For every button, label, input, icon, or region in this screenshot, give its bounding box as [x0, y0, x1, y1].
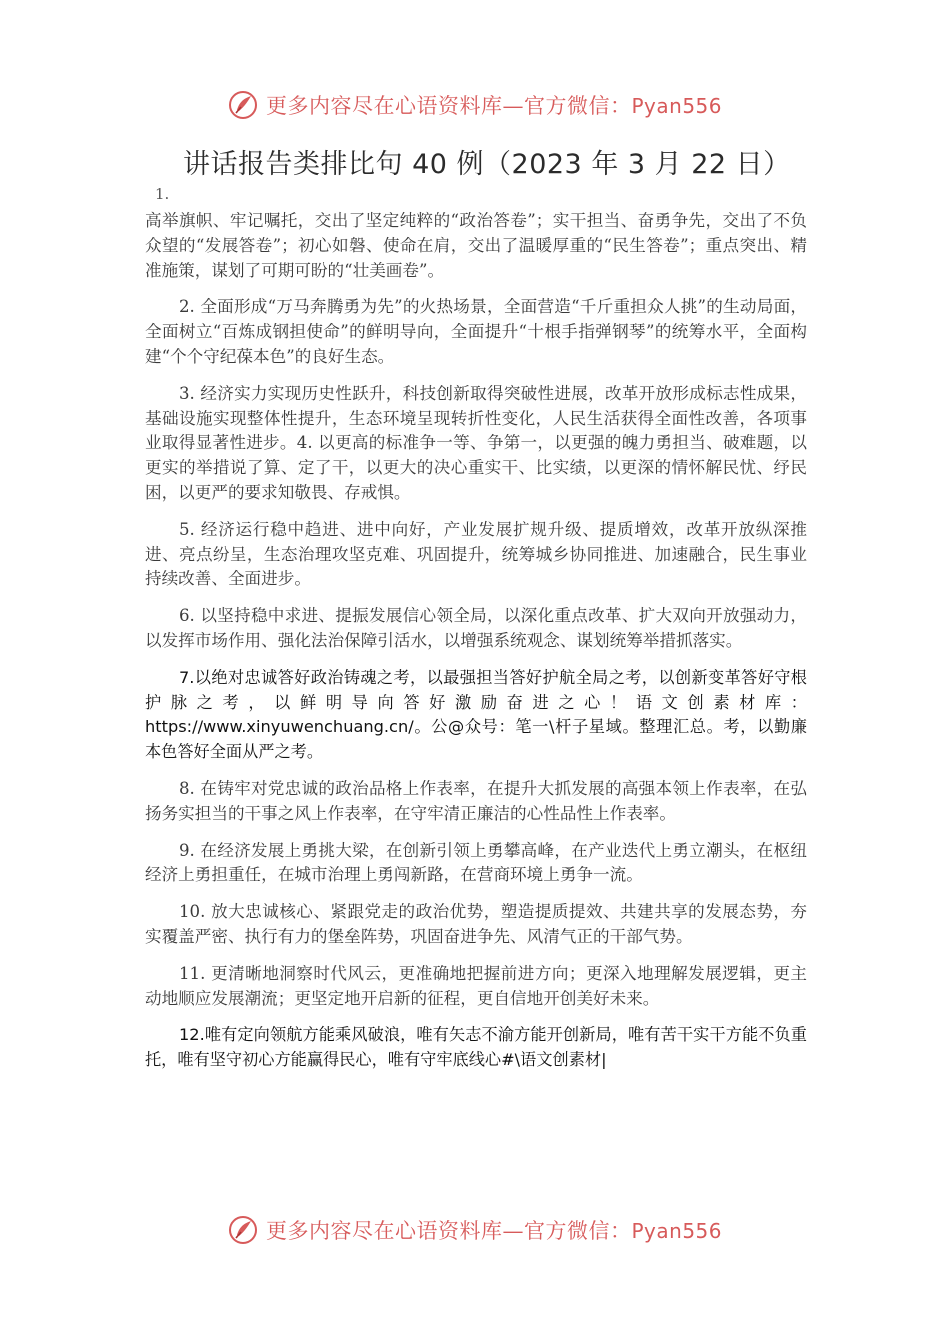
first-item-number: 1.	[155, 185, 170, 203]
page-title: 讲话报告类排比句 40 例（2023 年 3 月 22 日）	[183, 149, 791, 180]
header-banner	[0, 85, 950, 125]
footer-banner	[0, 1210, 950, 1250]
paragraph-10: 10. 放大忠诚核心、紧跟党走的政治优势，塑造提质提效、共建共享的发展态势，夯实覆盖严密、执行有力的堡垒阵势，巩固奋进争先、风清气正的干部气势。	[145, 902, 807, 946]
paragraph-3-4: 3. 经济实力实现历史性跃升，科技创新取得突破性进展，改革开放形成标志性成果，基础设施实现整体性提升，生态环境呈现转折性变化，人民生活获得全面性改善，各项事业取得显著性进步。4. 以更高的标准争一等、争第一，以更强的魄力勇担当、破难题，以更实的举措说了算、定了干，以更大的决心重实干、比实绩，以更深的情怀解民忧、纾民困，以更严的要求知敬畏、存戒惧。	[145, 383, 807, 502]
paragraph-9: 9. 在经济发展上勇挑大梁，在创新引领上勇攀高峰，在产业迭代上勇立潮头，在枢纽经济上勇担重任，在城市治理上勇闯新路，在营商环境上勇争一流。	[145, 840, 807, 885]
paragraph-8: 8. 在铸牢对党忠诚的政治品格上作表率，在提升大抓发展的高强本领上作表率，在弘扬务实担当的干事之风上作表率，在守牢清正廉洁的心性品性上作表率。	[145, 778, 807, 823]
title-line	[145, 149, 807, 207]
paragraph-6: 6. 以坚持稳中求进、提振发展信心领全局，以深化重点改革、扩大双向开放强动力，以发挥市场作用、强化法治保障引活水，以增强系统观念、谋划统筹举措抓落实。	[145, 606, 807, 650]
paragraph-5: 5. 经济运行稳中趋进、进中向好，产业发展扩规升级、提质增效，改革开放纵深推进、亮点纷呈，生态治理攻坚克难、巩固提升，统筹城乡协同推进、加速融合，民生事业持续改善、全面进步。	[145, 519, 807, 589]
paragraph-2: 2. 全面形成“万马奔腾勇为先”的火热场景，全面营造“千斤重担众人挑”的生动局面，全面树立“百炼成钢担使命”的鲜明导向，全面提升“十根手指弹钢琴”的统筹水平，全面构建“个个守纪葆本色”的良好生态。	[145, 297, 807, 366]
paragraph-1: 高举旗帜、牢记嘱托，交出了坚定纯粹的“政治答卷”；实干担当、奋勇争先，交出了不负众望的“发展答卷”；初心如磐、使命在肩，交出了温暖厚重的“民生答卷”；重点突出、精准施策，谋划了可期可盼的“壮美画卷”。	[145, 211, 807, 280]
paragraph-12: 12.唯有定向领航方能乘风破浪，唯有矢志不渝方能开创新局，唯有苦干实干方能不负重托，唯有坚守初心方能赢得民心，唯有守牢底线心#\语文创素材|	[145, 1025, 807, 1070]
banner-text: 更多内容尽在心语资料库—官方微信：Pyan556	[265, 1219, 722, 1243]
heart-quill-logo-icon	[228, 90, 258, 120]
wechat-id: Pyan556	[631, 94, 722, 118]
document-body	[145, 149, 807, 1085]
paragraph-11: 11. 更清晰地洞察时代风云，更准确地把握前进方向；更深入地理解发展逻辑，更主动地顺应发展潮流；更坚定地开启新的征程，更自信地开创美好未来。	[145, 963, 807, 1008]
banner-text: 更多内容尽在心语资料库—官方微信：Pyan556	[265, 94, 722, 118]
heart-quill-logo-icon	[228, 1215, 258, 1245]
wechat-id: Pyan556	[631, 1219, 722, 1243]
paragraph-7: 7.以绝对忠诚答好政治铸魂之考，以最强担当答好护航全局之考，以创新变革答好守根护脉之考，以鲜明导向答好激励奋进之心！语文创素材库：https://www.xinyuwenchuang.cn/。公@众号：笔一\杆子星域。整理汇总。考，以勤廉本色答好全面从严之考。	[145, 667, 807, 762]
